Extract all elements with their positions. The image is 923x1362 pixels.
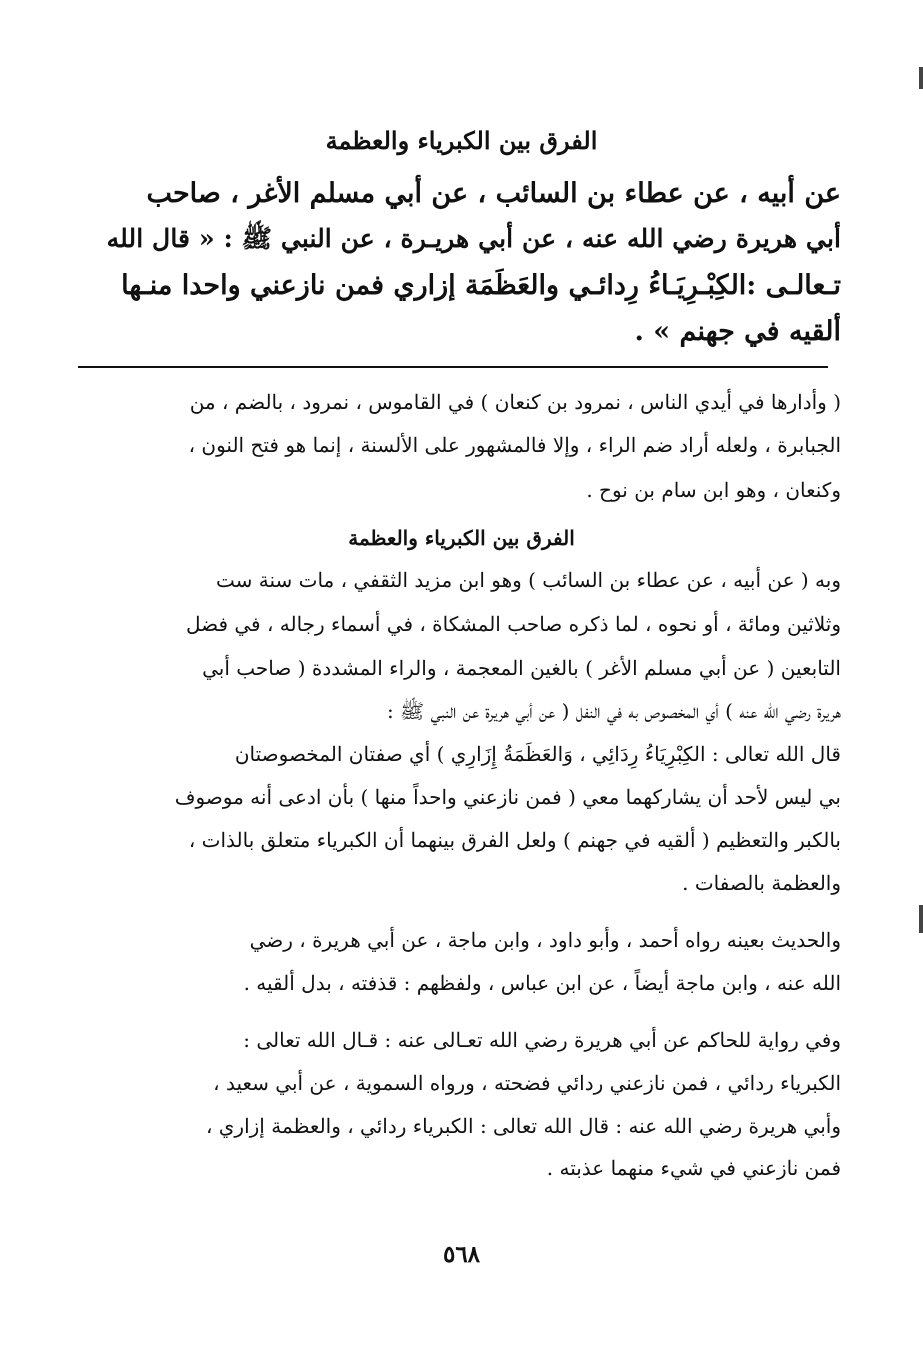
- main-text-line-2: أبي هريرة رضي الله عنه ، عن أبي هريـرة ، عن النبي ﷺ : « قال الله: [106, 223, 841, 253]
- page-number: ٥٦٨: [442, 1241, 481, 1268]
- paragraph3-line-1: وفي رواية للحاكم عن أبي هريرة رضي الله تعـالى عنه : قـال الله تعالى :: [243, 1028, 841, 1052]
- commentary-line-1: وبه ( عن أبيه ، عن عطاء بن السائب ) وهو ابن مزيد الثقفي ، مات سنة ست: [216, 568, 841, 592]
- commentary-line-7: بالكبر والتعظيم ( ألقيه في جهنم ) ولعل الفرق بينهما أن الكبرياء متعلق بالذات ،: [188, 828, 841, 852]
- commentary-line-6: بي ليس لأحد أن يشاركهما معي ( فمن نازعني واحداً منها ) بأن ادعى أنه موصوف: [174, 785, 841, 809]
- main-text-line-4: ألقيه في جهنم » .: [634, 316, 841, 347]
- main-text-line-3: تـعالـى :الكِبْـرِيَـاءُ رِدائـي والعَظَمَة إزاري فمن نازعني واحدا منـها: [121, 270, 841, 301]
- scan-edge-mark: [919, 905, 923, 933]
- footnote-line-3: وكنعان ، وهو ابن سام بن نوح .: [586, 478, 841, 502]
- commentary-line-4: هريرة رضي الله عنه ) أي المخصوص به في النفل ( عن أبي هريرة عن النبي ﷺ :: [386, 699, 841, 723]
- paragraph2-line-2: الله عنه ، وابن ماجة أيضاً ، عن ابن عباس ، ولفظهم : قذفته ، بدل ألقيه .: [243, 971, 841, 995]
- commentary-line-5: قال الله تعالى : الكِبْرِيَاءُ رِدَائِي ، وَالعَظَمَةُ إِزَارِي ) أي صفتان المخصوصتان: [234, 742, 841, 766]
- commentary-line-8: والعظمة بالصفات .: [682, 871, 841, 895]
- main-text-line-1: عن أبيه ، عن عطاء بن السائب ، عن أبي مسلم الأغر ، صاحب: [146, 178, 841, 209]
- paragraph3-line-3: وأبي هريرة رضي الله عنه : قال الله تعالى : الكبرياء ردائي ، والعظمة إزاري ،: [205, 1114, 841, 1138]
- paragraph3-line-2: الكبرياء ردائي ، فمن نازعني ردائي فضحته ، ورواه السموية ، عن أبي سعيد ،: [213, 1071, 841, 1095]
- footnote-line-2: الجبابرة ، ولعله أراد ضم الراء ، وإلا فالمشهور على الألسنة ، إنما هو فتح النون ،: [188, 433, 841, 457]
- footnote-line-1: ( وأدارها في أيدي الناس ، نمرود بن كنعان ) في القاموس ، نمرود ، بالضم ، من: [189, 390, 841, 414]
- commentary-title: الفرق بين الكبرياء والعظمة: [348, 526, 575, 550]
- scan-edge-mark: [919, 67, 923, 89]
- paragraph2-line-1: والحديث بعينه رواه أحمد ، وأبو داود ، وابن ماجة ، عن أبي هريرة ، رضي: [249, 928, 841, 952]
- commentary-line-2: وثلاثين ومائة ، أو نحوه ، لما ذكره صاحب المشكاة ، في أسماء رجاله ، في فضل: [185, 612, 841, 636]
- horizontal-divider: [78, 366, 828, 368]
- commentary-line-3: التابعين ( عن أبي مسلم الأغر ) بالغين المعجمة ، والراء المشددة ( صاحب أبي: [202, 656, 841, 680]
- main-title: الفرق بين الكبرياء والعظمة: [325, 126, 598, 155]
- paragraph3-line-4: فمن نازعني في شيء منهما عذبته .: [546, 1156, 841, 1180]
